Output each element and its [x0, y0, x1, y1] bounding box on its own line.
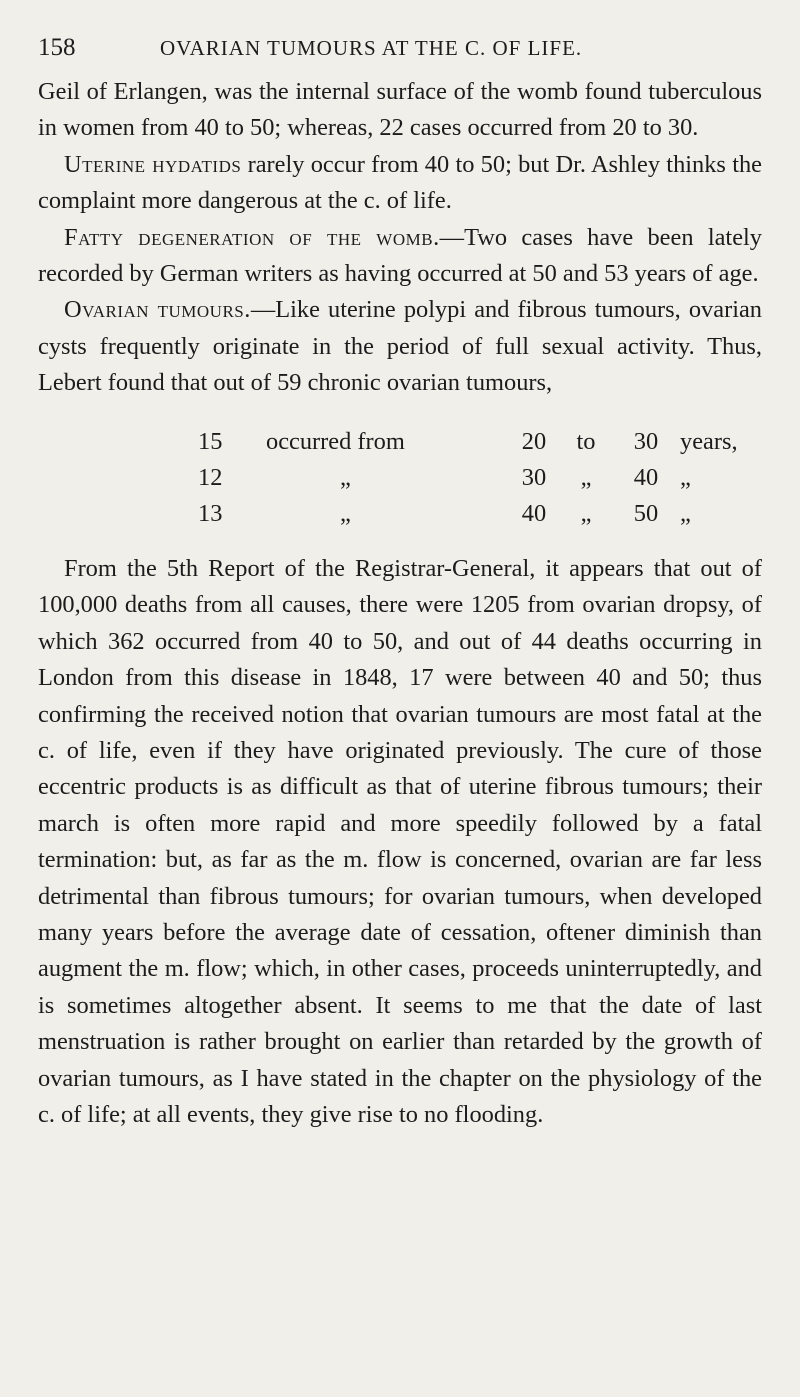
running-head: OVARIAN TUMOURS AT THE C. OF LIFE.	[160, 36, 583, 60]
from-cell: 20	[521, 427, 547, 455]
ditto-cell: „	[680, 500, 691, 528]
to-cell: 40	[633, 464, 659, 492]
page-header	[38, 34, 762, 74]
ditto-cell: „	[580, 464, 592, 492]
paragraph-fatty-degeneration	[38, 220, 762, 293]
table-row	[198, 460, 760, 496]
section-lead-fatty-degeneration: Fatty degeneration of the womb.	[64, 223, 440, 251]
section-lead-uterine-hydatids: Uterine hydatids	[64, 150, 242, 178]
tumour-age-table	[198, 424, 760, 533]
paragraph-tuberculous: Geil of Erlangen, was the internal surface of the womb found tuberculous in women from 40 to 50; whereas, 22 cases occurred from 20 to 30.	[38, 78, 762, 142]
ditto-cell: „	[340, 500, 351, 528]
table-row	[198, 424, 760, 460]
ditto-cell: „	[680, 464, 691, 492]
unit-cell: years,	[680, 427, 738, 455]
count-cell: 12	[198, 464, 223, 492]
from-cell: 40	[521, 500, 547, 528]
separator-cell: to	[576, 427, 596, 455]
ditto-cell: „	[340, 464, 351, 492]
paragraph-text: rarely occur from 40 to 50; but Dr. Ashley thinks the complaint more dangerous at the c. of life.	[38, 150, 762, 215]
paragraph-text: —Two cases have been lately recorded by German writers as having occurred at 50 and 53 years of age.	[38, 223, 762, 288]
table-row	[198, 496, 760, 532]
count-cell: 15	[198, 427, 223, 455]
paragraph-text: —Like uterine polypi and fibrous tumours, ovarian cysts frequently originate in the period of full sexual activity. Thus, Lebert found that out of 59 chronic ovarian tumours,	[38, 296, 762, 397]
paragraph-registrar-general: From the 5th Report of the Registrar-General, it appears that out of 100,000 deaths from all causes, there were 1205 from ovarian dropsy, of which 362 occurred from 40 to 50, and out of 44 deaths occurring in London from this disease in 1848, 17 were between 40 and 50; thus confirming the received notion that ovarian tumours are most fatal at the c. of life, even if they have originated previously. The cure of those eccentric products is as difficult as that of uterine fibrous tumours; their march is often more rapid and more speedily followed by a fatal termination: but, as far as the m. flow is concerned, ovarian are far less detrimental than fibrous tumours; for ovarian tumours, when developed many years before the average date of cessation, oftener diminish than augment the m. flow; which, in other cases, proceeds uninterruptedly, and is sometimes altogether absent. It seems to me that the date of last menstruation is rather brought on earlier than retarded by the growth of ovarian tumours, as I have stated in the chapter on the physiology of the c. of life; at all events, they give rise to no flooding.	[38, 554, 762, 1128]
phrase-cell: occurred from	[266, 427, 405, 455]
page-number: 158	[38, 34, 76, 61]
from-cell: 30	[521, 464, 547, 492]
count-cell: 13	[198, 500, 223, 528]
to-cell: 30	[633, 427, 659, 455]
paragraph-ovarian-tumours	[38, 292, 762, 401]
paragraph-uterine-hydatids	[38, 147, 762, 220]
section-lead-ovarian-tumours: Ovarian tumours.	[64, 296, 251, 324]
ditto-cell: „	[580, 500, 592, 528]
to-cell: 50	[633, 500, 659, 528]
